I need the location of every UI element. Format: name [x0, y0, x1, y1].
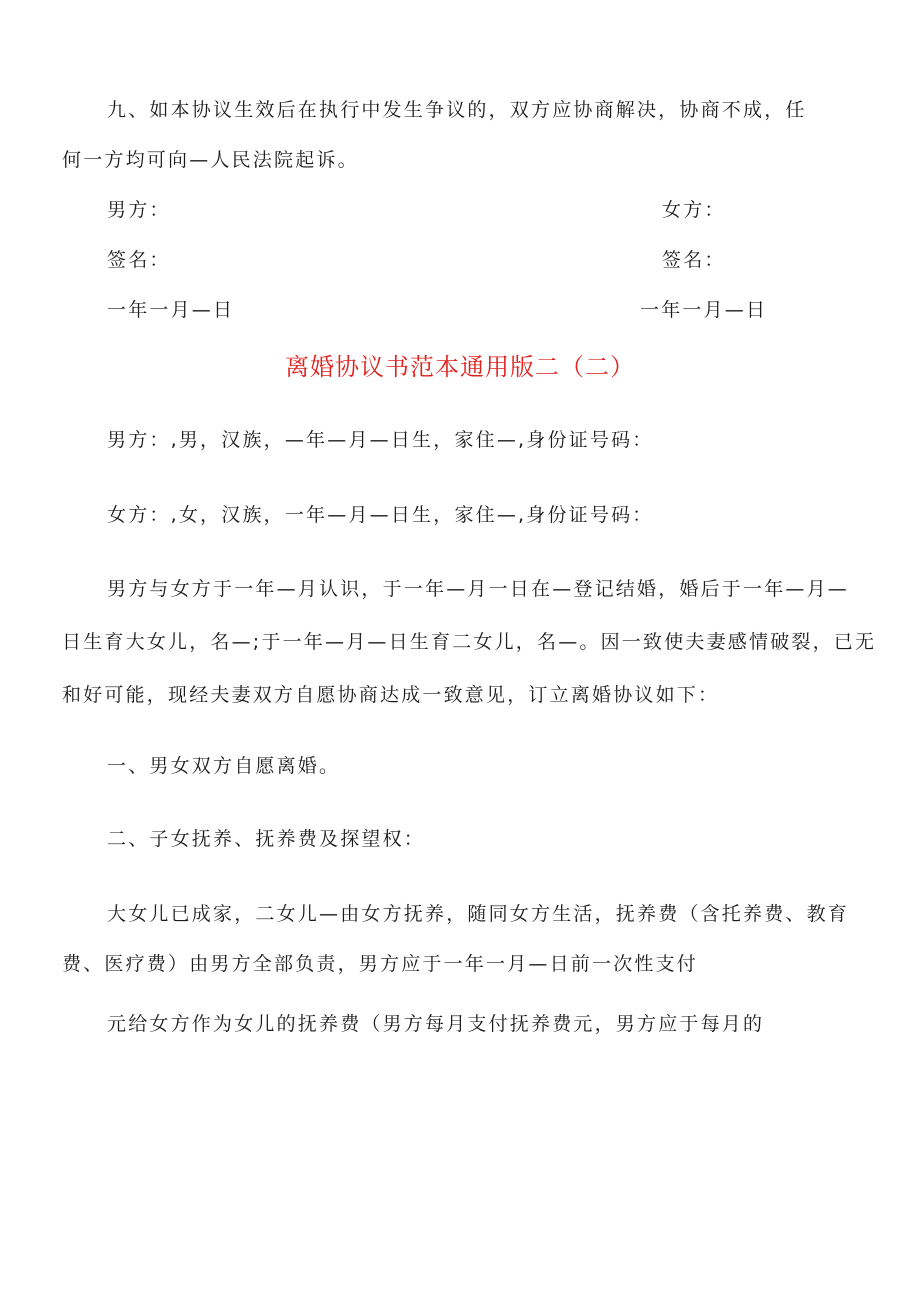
document-title: 离婚协议书范本通用版二（二） — [285, 353, 635, 381]
intro-line-1: 男方与女方于一年—月认识，于一年—月一日在—登记结婚，婚后于一年—月— — [107, 578, 850, 600]
clause-9-line-2: 何一方均可向—人民法院起诉。 — [62, 149, 359, 171]
intro-line-2: 日生育大女儿，名—;于一年—月—日生育二女儿，名—。因一致使夫妻感情破裂，已无 — [62, 631, 877, 653]
male-party-label: 男方： — [107, 199, 171, 221]
child-support-line-2: 费、医疗费）由男方全部负责，男方应于一年一月—日前一次性支付 — [62, 953, 699, 975]
male-date: 一年一月—日 — [107, 299, 235, 321]
female-party-label: 女方： — [662, 199, 726, 221]
female-signature-label: 签名： — [662, 249, 726, 271]
male-party-info: 男方：,男，汉族，—年—月—日生，家住—,身份证号码： — [107, 429, 654, 451]
clause-9-line-1: 九、如本协议生效后在执行中发生争议的，双方应协商解决，协商不成，任 — [107, 99, 807, 121]
female-date: 一年一月—日 — [640, 299, 768, 321]
clause-1: 一、男女双方自愿离婚。 — [107, 755, 341, 777]
clause-2: 二、子女抚养、抚养费及探望权： — [107, 828, 426, 850]
male-signature-label: 签名： — [107, 249, 171, 271]
child-support-line-3: 元给女方作为女儿的抚养费（男方每月支付抚养费元，男方应于每月的 — [107, 1013, 765, 1035]
intro-line-3: 和好可能，现经夫妻双方自愿协商达成一致意见，订立离婚协议如下： — [62, 684, 720, 706]
female-party-info: 女方：,女，汉族，一年—月—日生，家住—,身份证号码： — [107, 504, 654, 526]
child-support-line-1: 大女儿已成家，二女儿—由女方抚养，随同女方生活，抚养费（含托养费、教育 — [107, 903, 850, 925]
